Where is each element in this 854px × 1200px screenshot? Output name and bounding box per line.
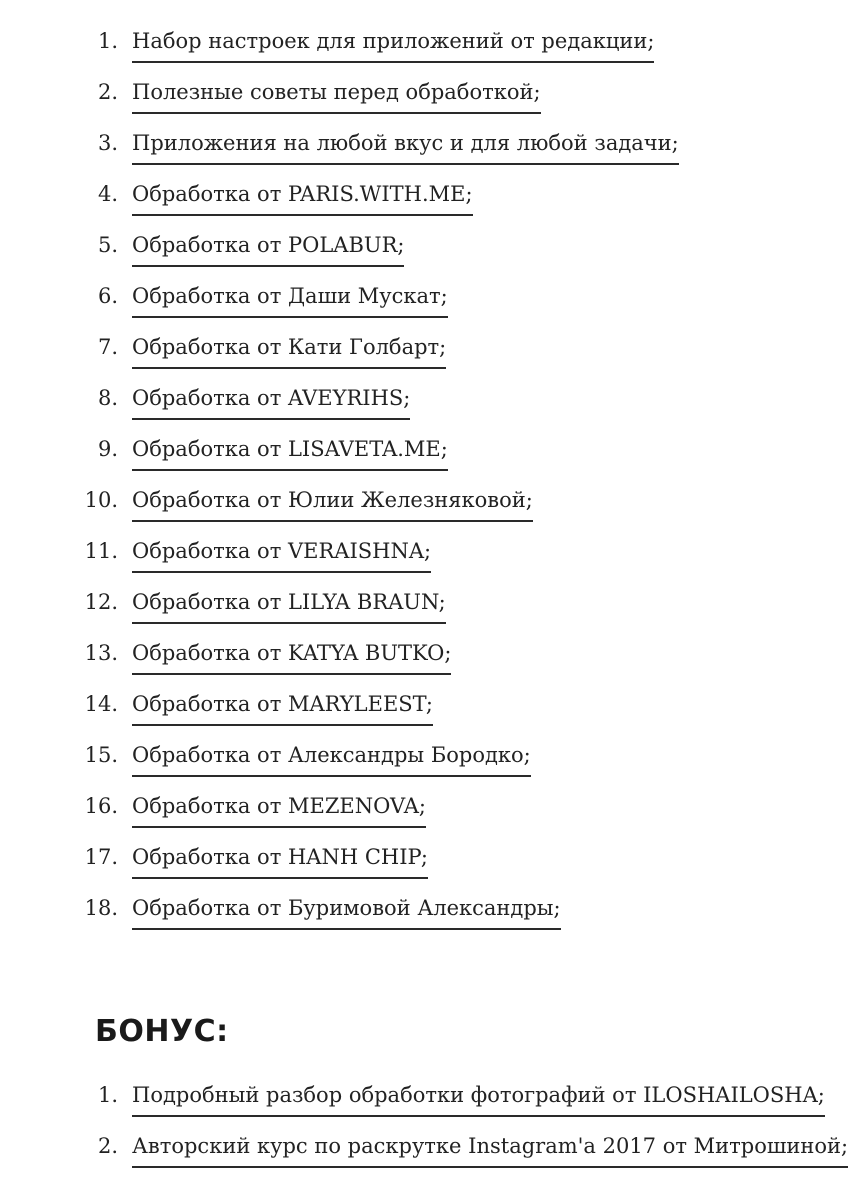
list-item xyxy=(0,684,854,735)
item-number: 1. xyxy=(97,1083,118,1107)
list-item xyxy=(0,378,854,429)
item-link[interactable]: Подробный разбор обработки фотографий от ILOSHAILOSHA; xyxy=(132,1075,825,1117)
item-link[interactable]: Обработка от Юлии Железняковой; xyxy=(132,480,533,522)
list-item xyxy=(0,174,854,225)
item-link[interactable]: Обработка от AVEYRIHS; xyxy=(132,378,410,420)
contents-list xyxy=(0,21,854,939)
item-number: 1. xyxy=(97,29,118,53)
item-number: 6. xyxy=(97,284,118,308)
bonus-heading: БОНУС: xyxy=(95,1014,229,1049)
list-item xyxy=(0,633,854,684)
list-item xyxy=(0,837,854,888)
item-link[interactable]: Обработка от HANH CHIP; xyxy=(132,837,428,879)
item-number: 17. xyxy=(84,845,118,869)
item-link[interactable]: Обработка от VERAISHNA; xyxy=(132,531,431,573)
item-link[interactable]: Обработка от Даши Мускат; xyxy=(132,276,448,318)
item-number: 12. xyxy=(84,590,118,614)
list-item xyxy=(0,276,854,327)
list-item xyxy=(0,735,854,786)
item-link[interactable]: Обработка от MEZENOVA; xyxy=(132,786,426,828)
item-link[interactable]: Набор настроек для приложений от редакции; xyxy=(132,21,654,63)
list-item xyxy=(0,225,854,276)
list-item xyxy=(0,21,854,72)
list-item xyxy=(0,72,854,123)
list-item xyxy=(0,480,854,531)
item-number: 14. xyxy=(84,692,118,716)
list-item xyxy=(0,531,854,582)
item-link[interactable]: Обработка от Буримовой Александры; xyxy=(132,888,561,930)
item-number: 2. xyxy=(97,1134,118,1158)
item-link[interactable]: Приложения на любой вкус и для любой задачи; xyxy=(132,123,679,165)
list-item xyxy=(0,123,854,174)
item-number: 7. xyxy=(97,335,118,359)
list-item xyxy=(0,888,854,939)
item-number: 13. xyxy=(84,641,118,665)
item-link[interactable]: Обработка от POLABUR; xyxy=(132,225,404,267)
list-item xyxy=(0,327,854,378)
item-link[interactable]: Обработка от Кати Голбарт; xyxy=(132,327,446,369)
item-link[interactable]: Обработка от MARYLEEST; xyxy=(132,684,433,726)
item-number: 2. xyxy=(97,80,118,104)
item-number: 9. xyxy=(97,437,118,461)
item-number: 15. xyxy=(84,743,118,767)
item-number: 16. xyxy=(84,794,118,818)
item-number: 8. xyxy=(97,386,118,410)
item-link[interactable]: Обработка от LILYA BRAUN; xyxy=(132,582,446,624)
bonus-list xyxy=(0,1075,854,1177)
list-item xyxy=(0,786,854,837)
item-link[interactable]: Обработка от KATYA BUTKO; xyxy=(132,633,451,675)
item-link[interactable]: Авторский курс по раскрутке Instagram'a 2017 от Митрошиной; xyxy=(132,1126,848,1168)
list-item xyxy=(0,1075,854,1126)
item-number: 10. xyxy=(84,488,118,512)
list-item xyxy=(0,429,854,480)
list-item xyxy=(0,582,854,633)
list-item xyxy=(0,1126,854,1177)
item-number: 11. xyxy=(84,539,118,563)
item-number: 5. xyxy=(97,233,118,257)
item-link[interactable]: Обработка от LISAVETA.ME; xyxy=(132,429,448,471)
item-link[interactable]: Полезные советы перед обработкой; xyxy=(132,72,541,114)
item-link[interactable]: Обработка от PARIS.WITH.ME; xyxy=(132,174,473,216)
item-number: 18. xyxy=(84,896,118,920)
item-number: 4. xyxy=(97,182,118,206)
item-link[interactable]: Обработка от Александры Бородко; xyxy=(132,735,531,777)
item-number: 3. xyxy=(97,131,118,155)
